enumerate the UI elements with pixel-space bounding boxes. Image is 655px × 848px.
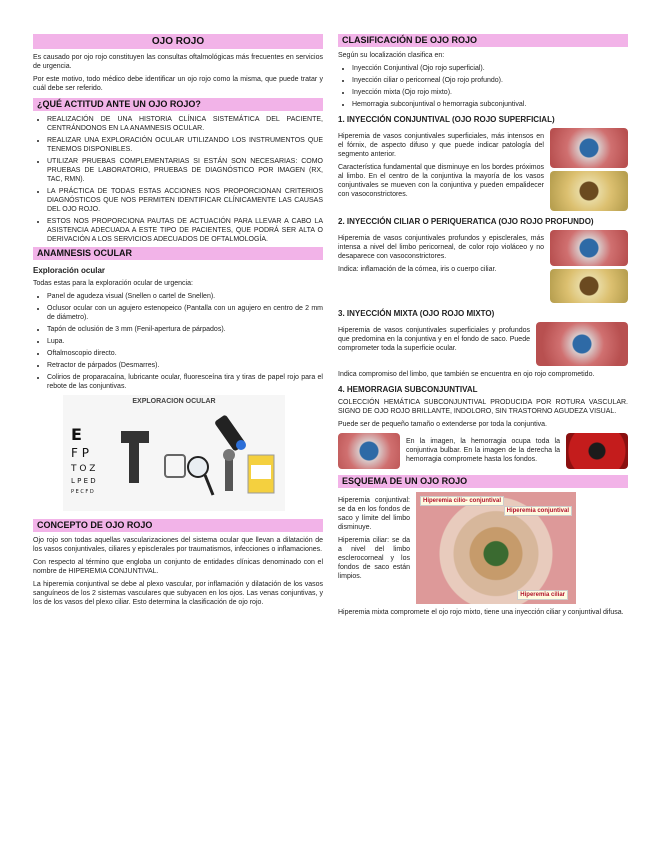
list-item: • Retractor de párpados (Desmarres). — [47, 361, 323, 370]
s3-paragraph-1: Hiperemia de vasos conjuntivales superficiales y profundos que predomina en la conjuntiva y en el fondo de saco. Puede comprometer toda la superficie ocular. — [338, 327, 530, 352]
instruments-illustration — [63, 395, 285, 511]
subheading-hemorragia: 4. HEMORRAGIA SUBCONJUNTIVAL — [338, 385, 478, 394]
list-item: • LA PRÁCTICA DE TODAS ESTAS ACCIONES NOS PROPORCIONAN CRITERIOS DIAGNÓSTICOS QUE NOS PERMITEN IDENTIFICAR CLÍNICAMENTE LAS CAUSAS DEL OJO ROJO. — [47, 187, 323, 214]
intro-paragraph-2: Por este motivo, todo médico debe identificar un ojo rojo como la misma, que puede tratar y cuál debe ser referido. — [33, 76, 323, 92]
subheading-inyeccion-ciliar: 2. INYECCIÓN CILIAR O PERIQUERATICA (OJO ROJO PROFUNDO) — [338, 217, 594, 226]
list-item: • Tapón de oclusión de 3 mm (Fenil-apertura de párpados). — [47, 325, 323, 334]
list-item: • Inyección mixta (Ojo rojo mixto). — [352, 88, 628, 97]
actitud-list — [33, 115, 323, 244]
list-item: • ESTOS NOS PROPORCIONA PAUTAS DE ACTUACIÓN PARA LLEVAR A CABO LA ASISTENCIA ADECUADA A ESTE TIPO DE PACIENTES, QUE PODRÁ SER ALTA O DERIVACIÓN A LOS SERVICIOS ADECUADOS DE OFTALMOLOGÍA. — [47, 217, 323, 244]
list-item: • Oftalmoscopio directo. — [47, 349, 323, 358]
s5-paragraph-1: Hiperemia conjuntival: se da en los fondos de saco y límite del limbo disminuye. — [338, 497, 410, 531]
gallery-title: EXPLORACION OCULAR — [132, 398, 216, 405]
section-heading-anamnesis: ANAMNESIS OCULAR — [33, 247, 323, 260]
section-heading-actitud: ¿QUÉ ACTITUD ANTE UN OJO ROJO? — [33, 98, 323, 111]
list-item: • Inyección ciliar o pericorneal (Ojo rojo profundo). — [352, 76, 628, 85]
list-item: • REALIZAR UNA EXPLORACIÓN OCULAR UTILIZANDO LOS INSTRUMENTOS QUE TENEMOS DISPONIBLES. — [47, 136, 323, 154]
s4-paragraph-3: En la imagen, la hemorragia ocupa toda la conjuntiva bulbar. En la imagen de la derecha la hemorragia compromete hasta los fondos. — [406, 438, 560, 463]
hemorrhage-eye-photo — [338, 433, 400, 469]
list-item: • Inyección Conjuntival (Ojo rojo superficial). — [352, 64, 628, 73]
subheading-inyeccion-mixta: 3. INYECCIÓN MIXTA (OJO ROJO MIXTO) — [338, 309, 495, 318]
subheading-inyeccion-conjuntival: 1. INYECCIÓN CONJUNTIVAL (OJO ROJO SUPERFICIAL) — [338, 115, 555, 124]
svg-text:P E C F D: P E C F D — [71, 489, 94, 495]
right-column — [338, 34, 628, 617]
list-item: • REALIZACIÓN DE UNA HISTORIA CLÍNICA SISTEMÁTICA DEL PACIENTE, CENTRÁNDONOS EN LA ANAMNESIS OCULAR. — [47, 115, 323, 133]
concepto-paragraph-3: La hiperemia conjuntival se debe al plexo vascular, por inflamación y dilatación de los vasos sanguíneos de los 2 sistemas vasculares que subyacen en los ojos. Las venas conjuntivas, y los de los vasos del plexo ciliar. Esto determina la clasificación de ojo rojo. — [33, 581, 323, 606]
list-item: • Colirios de proparacaína, lubricante ocular, fluoresceína tira y tiras de papel rojo para el rebote de las conjuntivas. — [47, 373, 323, 391]
diagram-label-ciliar: Hiperemia ciliar — [517, 590, 568, 600]
list-item: • UTILIZAR PRUEBAS COMPLEMENTARIAS SI ESTÁN SON NECESARIAS: COMO PRUEBAS DE LABORATORIO, PRUEBAS DE DIAGNÓSTICO POR IMAGEN (RX, TAC, RMN). — [47, 157, 323, 184]
red-eye-schema-diagram — [416, 492, 576, 604]
exploracion-intro: Todas estas para la exploración ocular de urgencia: — [33, 280, 193, 287]
s1-paragraph-1: Hiperemia de vasos conjuntivales superficiales, más intensos en el fórnix, de aspecto difuso y que puede indicar patología del segmento anterior. — [338, 133, 544, 158]
list-item: • Oclusor ocular con un agujero estenopeico (Pantalla con un agujero en centro de 2 mm de diámetro). — [47, 304, 323, 322]
diagram-label-conjuntival: Hiperemia conjuntival — [504, 506, 572, 516]
svg-text:E: E — [71, 425, 82, 444]
section-heading-esquema: ESQUEMA DE UN OJO ROJO — [338, 475, 628, 488]
concepto-paragraph-1: Ojo rojo son todas aquellas vascularizaciones del sistema ocular que llevan a dilatación de los vasos conjuntivales, ciliares y episclerales por traumatismos, infecciones o inflamaciones. — [33, 537, 323, 553]
svg-text:T O Z: T O Z — [71, 464, 96, 474]
list-item: • Lupa. — [47, 337, 323, 346]
list-item: • Panel de agudeza visual (Snellen o cartel de Snellen). — [47, 292, 323, 301]
intro-paragraph-1: Es causado por ojo rojo constituyen las consultas oftalmológicas más frecuentes en servicios de urgencia. — [33, 54, 323, 70]
clasificacion-list — [338, 64, 628, 109]
conjunctival-eye-photo-2 — [550, 171, 628, 211]
ciliary-eye-photo-2 — [550, 269, 628, 303]
concepto-paragraph-2: Con respecto al término que engloba un conjunto de entidades clínicas denominado con el nombre de HIPEREMIA CONJUNTIVAL. — [33, 559, 323, 575]
s5-paragraph-3: Hiperemia mixta compromete el ojo rojo mixto, tiene una inyección ciliar y conjuntival difusa. — [338, 609, 624, 616]
clasificacion-intro: Según su localización clasifica en: — [338, 52, 445, 59]
ciliary-eye-photo — [550, 230, 628, 266]
diagram-label-cilioconjuntival: Hiperemia cilio- conjuntival — [420, 496, 504, 506]
hemorrhage-eye-photo-2 — [566, 433, 628, 469]
exploration-instruments-image — [63, 395, 285, 511]
left-column — [33, 34, 323, 607]
s2-paragraph-2: Indica: inflamación de la córnea, iris o cuerpo ciliar. — [338, 266, 497, 273]
svg-text:L P E D: L P E D — [71, 477, 96, 485]
s4-paragraph-2: Puede ser de pequeño tamaño o extenderse por toda la conjuntiva. — [338, 421, 547, 428]
s1-paragraph-2: Característica fundamental que disminuye en los bordes próximos al limbo. En el centro de la conjuntiva la mayoría de los vasos conjuntivales se mueven con la conjuntiva y pueden empalidecer con vasoconstrictores. — [338, 164, 544, 198]
mixed-eye-photo — [536, 322, 628, 366]
svg-text:F P: F P — [71, 446, 89, 460]
s4-paragraph-1: COLECCIÓN HEMÁTICA SUBCONJUNTIVAL PRODUCIDA POR ROTURA VASCULAR. SIGNO DE OJO ROJO BRILLANTE, INDOLORO, SIN TRASTORNO AGUDEZA VISUAL. — [338, 399, 628, 415]
s2-paragraph-1: Hiperemia de vasos conjuntivales profundos y episclerales, más intensa a nivel del limbo pericorneal, de color rojo violáceo y no desaparece con vasoconstrictores. — [338, 235, 544, 260]
conjunctival-eye-photo — [550, 128, 628, 168]
s5-paragraph-2: Hiperemia ciliar: se da a nivel del limbo esclerocorneal y los fondos de saco están limpios. — [338, 537, 410, 580]
s3-paragraph-2: Indica compromiso del limbo, que también se encuentra en ojo rojo comprometido. — [338, 371, 595, 378]
section-heading-clasificacion: CLASIFICACIÓN DE OJO ROJO — [338, 34, 628, 47]
instrument-list — [33, 292, 323, 391]
subheading-exploracion: Exploración ocular — [33, 266, 106, 275]
section-heading-concepto: CONCEPTO DE OJO ROJO — [33, 519, 323, 532]
page-title: OJO ROJO — [33, 34, 323, 49]
list-item: • Hemorragia subconjuntival o hemorragia subconjuntival. — [352, 100, 628, 109]
